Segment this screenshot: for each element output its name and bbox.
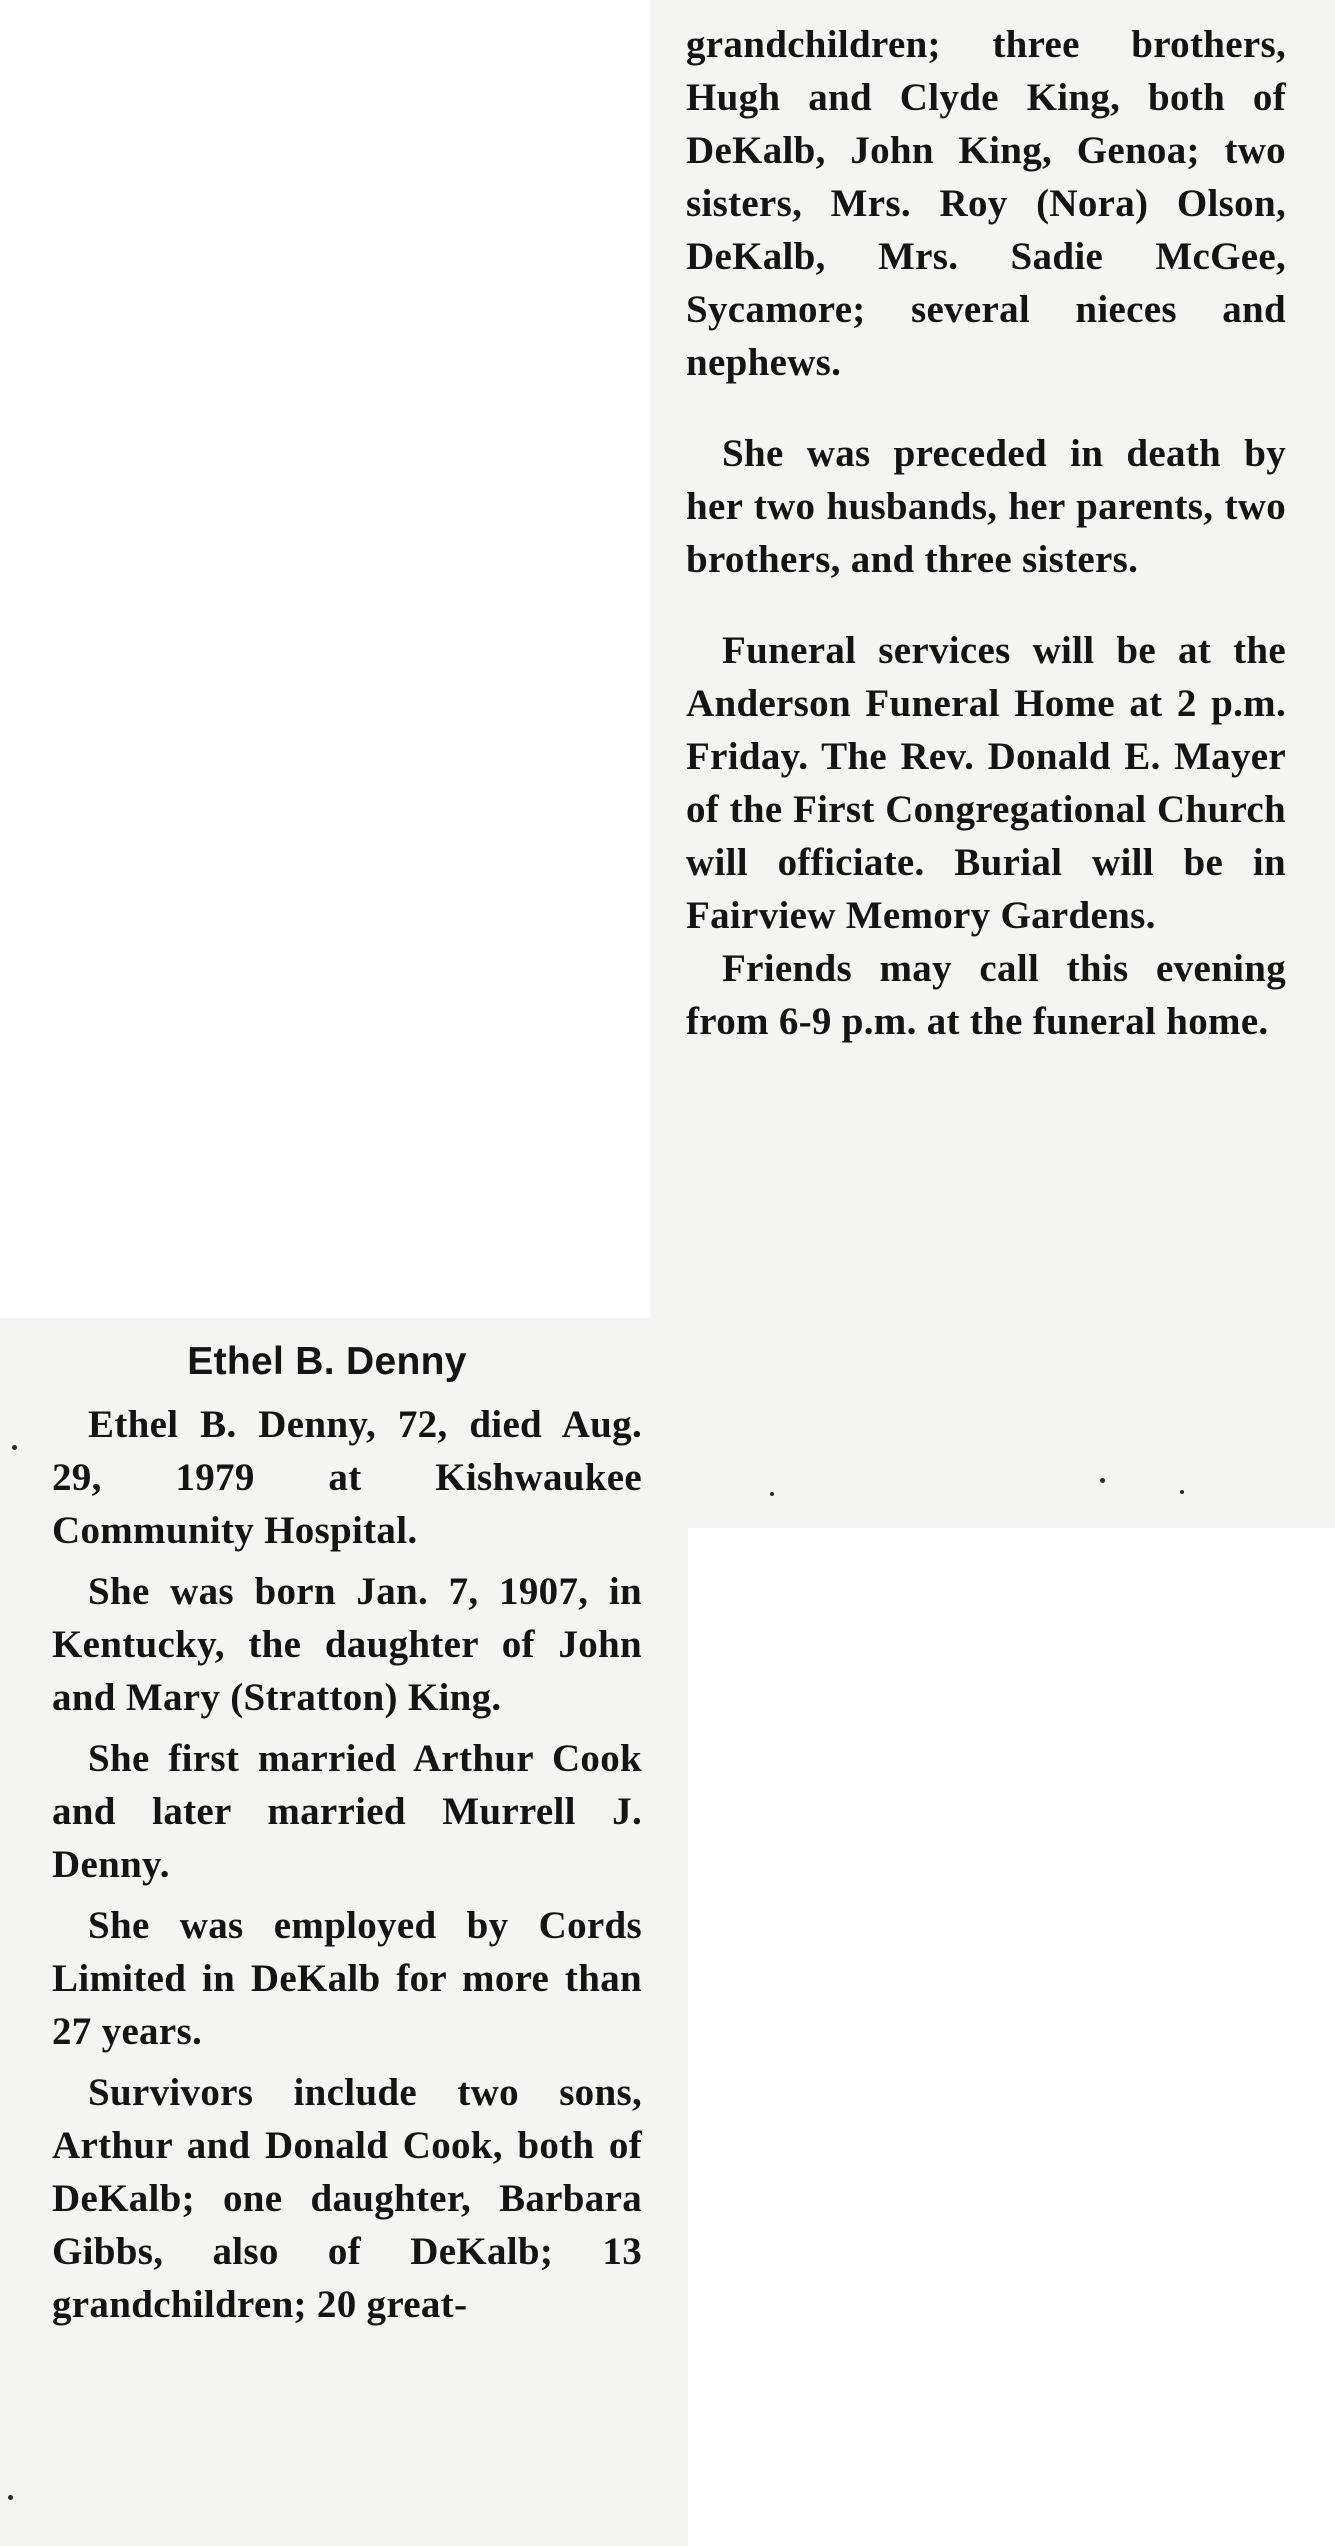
obituary-clipping-start [0, 1318, 688, 2546]
obituary-column [52, 1318, 642, 2331]
survivors-continued-paragraph: grandchildren; three brothers, Hugh and Clyde King, both of DeKalb, John King, Genoa; two sisters, Mrs. Roy (Nora) Olson, DeKalb, Mrs. Sadie McGee, Sycamore; several nieces and nephews. [686, 23, 1286, 384]
birth-paragraph: She was born Jan. 7, 1907, in Kentucky, the daughter of John and Mary (Stratton) King. [52, 1570, 642, 1719]
print-speck [770, 1492, 774, 1496]
marriage-paragraph: She first married Arthur Cook and later married Murrell J. Denny. [52, 1737, 642, 1886]
continuation-column [686, 18, 1286, 1048]
funeral-services-paragraph: Funeral services will be at the Anderson Funeral Home at 2 p.m. Friday. The Rev. Donald E. Mayer of the First Congregational Church will officiate. Burial will be in Fairview Memory Gardens. [686, 629, 1286, 937]
print-speck [1100, 1478, 1105, 1483]
death-notice-paragraph: Ethel B. Denny, 72, died Aug. 29, 1979 at Kishwaukee Community Hospital. [52, 1403, 642, 1552]
survivors-paragraph: Survivors include two sons, Arthur and Donald Cook, both of DeKalb; one daughter, Barbara Gibbs, also of DeKalb; 13 grandchildren; 20 great- [52, 2071, 642, 2326]
print-speck [12, 1445, 17, 1450]
preceded-in-death-paragraph: She was preceded in death by her two husbands, her parents, two brothers, and three sisters. [686, 432, 1286, 581]
print-speck [8, 2495, 13, 2500]
obituary-headline: Ethel B. Denny [187, 1340, 467, 1383]
print-speck [1180, 1490, 1184, 1494]
visitation-paragraph: Friends may call this evening from 6-9 p.m. at the funeral home. [686, 947, 1286, 1043]
employment-paragraph: She was employed by Cords Limited in DeKalb for more than 27 years. [52, 1904, 642, 2053]
obituary-clipping-continuation [650, 0, 1335, 1528]
